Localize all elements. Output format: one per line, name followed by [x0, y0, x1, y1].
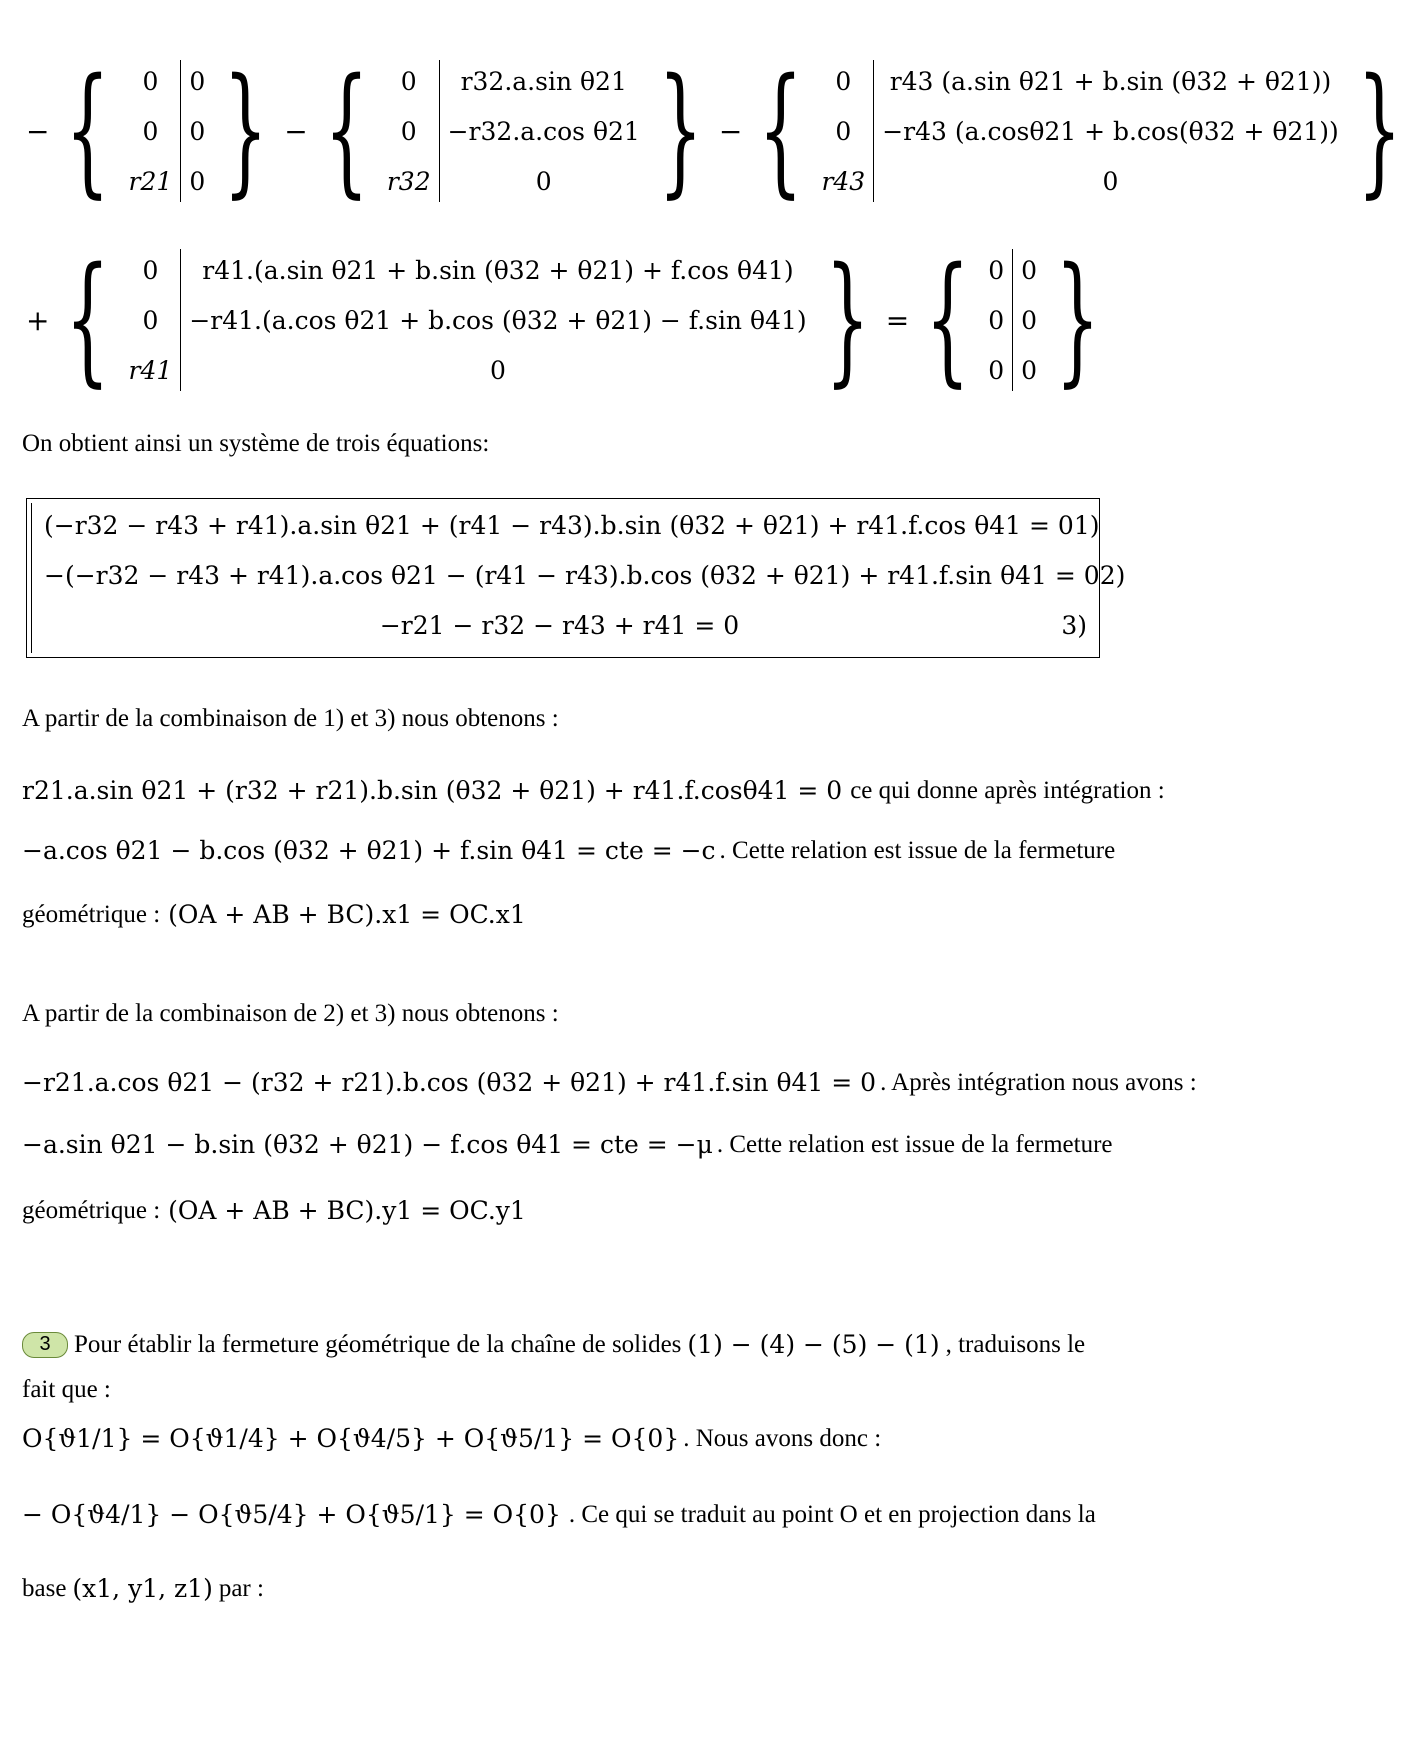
- left-brace: {: [65, 49, 111, 212]
- text-fragment: . Cette relation est issue de la fermeture: [716, 1130, 1113, 1158]
- torsor-separator: [873, 60, 874, 202]
- formula-line: [22, 1330, 1085, 1359]
- left-brace: {: [65, 238, 111, 401]
- torsor-cell: 0: [1102, 166, 1119, 196]
- torsor-separator: [1012, 249, 1013, 391]
- equals-sign: =: [885, 303, 910, 337]
- right-brace: }: [824, 238, 870, 401]
- equation-system-box: [26, 498, 1126, 658]
- system-equation-1: [44, 511, 1100, 540]
- torsor-cell: 0: [400, 116, 417, 146]
- torsor-cell: 0: [988, 305, 1005, 335]
- torsor-cell: 0: [189, 116, 206, 146]
- torsor-cell: 0: [835, 116, 852, 146]
- text-fragment: . Cette relation est issue de la fermeture: [719, 836, 1116, 864]
- paragraph: fait que :: [22, 1376, 111, 1403]
- torsor-cell: 0: [1021, 355, 1038, 385]
- formula-line: [22, 1196, 526, 1225]
- torsor-cell: r21: [128, 166, 173, 196]
- formula: −a.sin θ21 − b.sin (θ32 + θ21) − f.cos θ41 = cte = −μ: [22, 1130, 713, 1159]
- text-fragment: . Ce qui se traduit au point O et en projection dans la: [568, 1500, 1096, 1528]
- text-fragment: géométrique :: [22, 1196, 161, 1224]
- torsor-cell: 0: [988, 255, 1005, 285]
- minus-sign: −: [284, 114, 308, 148]
- paragraph: A partir de la combinaison de 2) et 3) nous obtenons :: [22, 1000, 559, 1027]
- torsor-cell: −r41.(a.cos θ21 + b.cos (θ32 + θ21) − f.sin θ41): [189, 305, 807, 335]
- text-fragment: Pour établir la fermeture géométrique de la chaîne de solides: [74, 1330, 682, 1358]
- system-equation-3: [32, 611, 1087, 640]
- left-brace: {: [324, 49, 369, 212]
- torsor-cell: −r32.a.cos θ21: [447, 116, 640, 146]
- torsor-cell: 0: [142, 255, 159, 285]
- formula-line: [22, 1574, 264, 1603]
- left-brace: {: [925, 238, 970, 401]
- formula: (OA + AB + BC).x1 = OC.x1: [168, 900, 526, 929]
- torsor-4: [53, 238, 881, 401]
- torsor-3: [746, 49, 1413, 212]
- formula: (x1, y1, z1): [72, 1574, 213, 1603]
- formula-line: [22, 1130, 1113, 1159]
- formula: O{ϑ1/1} = O{ϑ1/4} + O{ϑ4/5} + O{ϑ5/1} = O{0}: [22, 1424, 680, 1453]
- torsor-cell: 0: [1021, 305, 1038, 335]
- text-fragment: par :: [218, 1574, 264, 1602]
- right-brace: }: [223, 49, 269, 212]
- paragraph: On obtient ainsi un système de trois équations:: [22, 430, 490, 457]
- torsor-cell: 0: [142, 116, 159, 146]
- torsor-cell: 0: [988, 355, 1005, 385]
- torsor-cell: −r43 (a.cosθ21 + b.cos(θ32 + θ21)): [882, 116, 1339, 146]
- system-left-bar: [31, 503, 1126, 653]
- torsor-equation-line-2: [22, 238, 1112, 401]
- formula-line: [22, 1424, 881, 1453]
- equation-text: −r21 − r32 − r43 + r41 = 0: [379, 611, 740, 640]
- torsor-separator: [180, 249, 181, 391]
- text-fragment: géométrique :: [22, 900, 161, 928]
- torsor-cell: r32.a.sin θ21: [460, 66, 627, 96]
- minus-sign: −: [718, 114, 743, 148]
- torsor-cell: 0: [835, 66, 852, 96]
- formula: − O{ϑ4/1} − O{ϑ5/4} + O{ϑ5/1} = O{0}: [22, 1500, 561, 1529]
- torsor-separator: [180, 60, 181, 202]
- equation-number: 1): [1073, 511, 1100, 540]
- right-brace: }: [658, 49, 703, 212]
- formula-line: [22, 776, 1165, 805]
- question-number-badge: 3: [22, 1332, 68, 1358]
- right-brace: }: [1356, 49, 1402, 212]
- torsor-cell: r41.(a.sin θ21 + b.sin (θ32 + θ21) + f.cos θ41): [202, 255, 794, 285]
- plus-sign: +: [26, 303, 50, 337]
- left-brace: {: [758, 49, 804, 212]
- torsor-cell: r41: [128, 355, 173, 385]
- text-fragment: ce qui donne après intégration :: [850, 776, 1165, 804]
- formula-line: [22, 1500, 1096, 1529]
- equation-number: 3): [1061, 611, 1087, 640]
- torsor-equation-line-1: [22, 49, 1414, 212]
- torsor-cell: 0: [189, 166, 206, 196]
- torsor-cell: 0: [490, 355, 506, 385]
- equation-text: (−r32 − r43 + r41).a.sin θ21 + (r41 − r43).b.sin (θ32 + θ21) + r41.f.cos θ41 = 0: [44, 511, 1074, 540]
- paragraph: A partir de la combinaison de 1) et 3) nous obtenons :: [22, 705, 559, 732]
- torsor-cell: r43 (a.sin θ21 + b.sin (θ32 + θ21)): [889, 66, 1332, 96]
- text-fragment: . Après intégration nous avons :: [880, 1068, 1197, 1096]
- formula: (OA + AB + BC).y1 = OC.y1: [168, 1196, 526, 1225]
- torsor-cell: 0: [189, 66, 206, 96]
- torsor-separator: [439, 60, 440, 202]
- formula: −r21.a.cos θ21 − (r32 + r21).b.cos (θ32 + θ21) + r41.f.sin θ41 = 0: [22, 1068, 877, 1097]
- text-fragment: , traduisons le: [945, 1330, 1086, 1358]
- formula-line: [22, 836, 1115, 865]
- equation-text: −(−r32 − r43 + r41).a.cos θ21 − (r41 − r43).b.cos (θ32 + θ21) + r41.f.sin θ41 = 0: [44, 561, 1100, 590]
- formula: r21.a.sin θ21 + (r32 + r21).b.sin (θ32 + θ21) + r41.f.cosθ41 = 0: [22, 776, 843, 805]
- equation-number: 2): [1099, 561, 1126, 590]
- torsor-cell: 0: [535, 166, 552, 196]
- formula-line: [22, 900, 526, 929]
- torsor-2: [312, 49, 715, 212]
- formula: −a.cos θ21 − b.cos (θ32 + θ21) + f.sin θ41 = cte = −c: [22, 836, 716, 865]
- formula-line: [22, 1068, 1197, 1097]
- right-brace: }: [1055, 238, 1100, 401]
- torsor-cell: 0: [142, 66, 159, 96]
- torsor-cell: r32: [386, 166, 431, 196]
- text-fragment: . Nous avons donc :: [683, 1424, 882, 1452]
- torsor-cell: 0: [1021, 255, 1038, 285]
- torsor-cell: 0: [400, 66, 417, 96]
- torsor-cell: r43: [821, 166, 866, 196]
- text-fragment: base: [22, 1574, 67, 1602]
- torsor-cell: 0: [142, 305, 159, 335]
- formula: (1) − (4) − (5) − (1): [687, 1330, 940, 1359]
- minus-sign: −: [26, 114, 50, 148]
- system-equation-2: [44, 561, 1126, 590]
- torsor-5: [913, 238, 1112, 401]
- torsor-1: [53, 49, 280, 212]
